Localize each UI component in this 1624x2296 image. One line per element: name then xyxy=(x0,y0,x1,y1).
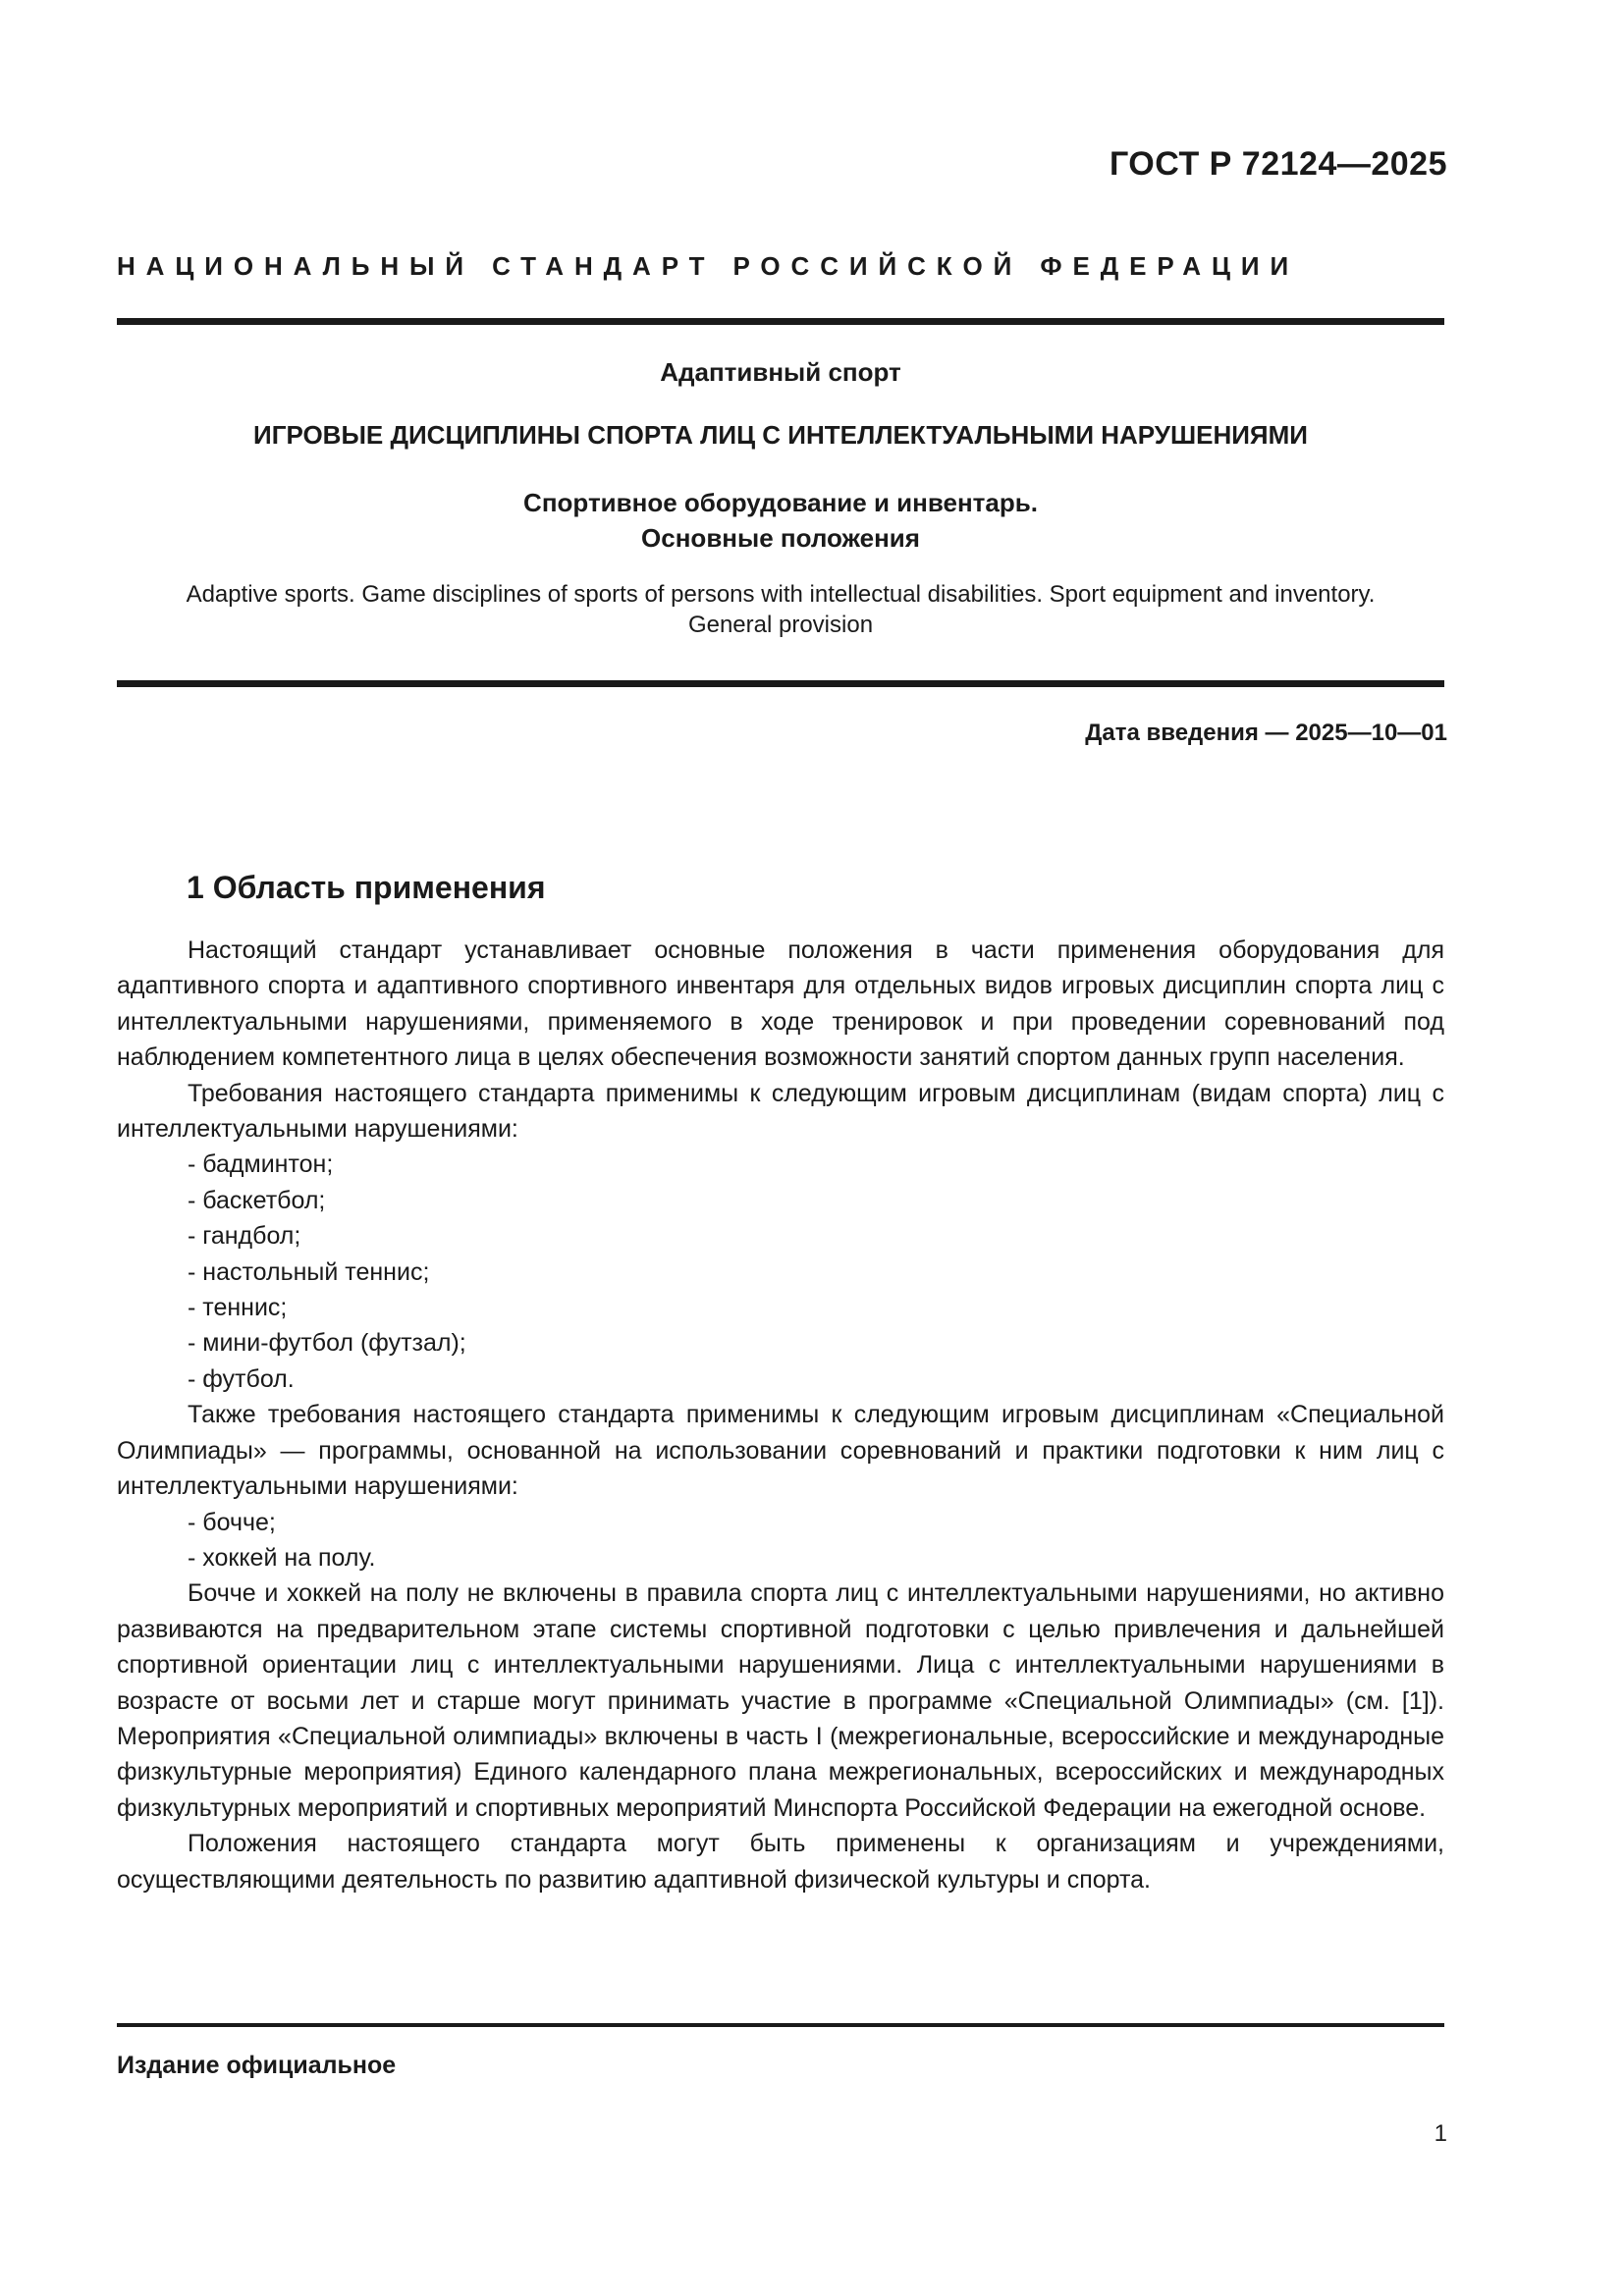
english-title-line-2: General provision xyxy=(687,612,874,638)
subtitle2-line-1: Спортивное оборудование и инвентарь. xyxy=(523,488,1038,517)
official-edition-label: Издание официальное xyxy=(117,2052,397,2079)
subtitle2-line-2: Основные положения xyxy=(641,523,920,553)
document-subtitle-secondary xyxy=(117,485,1444,556)
english-title-line-1: Adaptive sports. Game disciplines of sports of persons with intellectual disabilities. Sport equipment and inventory. xyxy=(186,581,1376,608)
paragraph: Бочче и хоккей на полу не включены в правила спорта лиц с интеллектуальными нарушениями, но активно развиваются на предварительном этапе системы спортивной подготовки с целью привлечения и дальнейшей спортивной ориентации лиц с интеллектуальными нарушениями. Лица с интеллектуальными нарушениями в возрасте от восьми лет и старше могут принимать участие в программе «Специальной Олимпиады» (см. [1]). Мероприятия «Специальной олимпиады» включены в часть I (межрегиональные, всероссийские и международные физкультурные мероприятия) Единого календарного плана межрегиональных, всероссийских и международных физкультурных мероприятий и спортивных мероприятий Минспорта Российской Федерации на ежегодной основе. xyxy=(117,1579,1444,1822)
paragraph: Также требования настоящего стандарта применимы к следующим игровым дисциплинам «Специальной Олимпиады» — программы, основанной на использовании соревнований и практики подготовки к ним лиц с интеллектуальными нарушениями: xyxy=(117,1401,1444,1501)
list-item: - бадминтон; xyxy=(188,1150,334,1179)
introduction-date: Дата введения — 2025—10—01 xyxy=(1085,720,1447,746)
section-heading: 1 Область применения xyxy=(187,870,546,905)
special-olympics-list xyxy=(117,1505,1444,1576)
paragraph: Требования настоящего стандарта применимы к следующим игровым дисциплинам (видам спорта) лиц с интеллектуальными нарушениями: xyxy=(117,1079,1444,1144)
list-item: - настольный теннис; xyxy=(188,1257,430,1286)
list-item: - футбол. xyxy=(188,1364,295,1393)
english-title xyxy=(117,579,1444,640)
standard-number: ГОСТ Р 72124—2025 xyxy=(1109,145,1447,183)
middle-divider xyxy=(117,680,1444,687)
document-title: ИГРОВЫЕ ДИСЦИПЛИНЫ СПОРТА ЛИЦ С ИНТЕЛЛЕКТУАЛЬНЫМИ НАРУШЕНИЯМИ xyxy=(253,420,1308,450)
paragraph: Настоящий стандарт устанавливает основные положения в части применения оборудования для адаптивного спорта и адаптивного спортивного инвентаря для отдельных видов игровых дисциплин спорта лиц с интеллектуальными нарушениями, применяемого в ходе тренировок и при проведении соревнований под наблюдением компетентного лица в целях обеспечения возможности занятий спортом данных групп населения. xyxy=(117,936,1444,1072)
list-item: - теннис; xyxy=(188,1294,288,1322)
disciplines-list xyxy=(117,1147,1444,1397)
list-item: - баскетбол; xyxy=(188,1186,326,1214)
top-divider xyxy=(117,318,1444,325)
document-subtitle: Адаптивный спорт xyxy=(660,357,901,387)
bottom-divider xyxy=(117,2023,1444,2027)
list-item: - гандбол; xyxy=(188,1222,301,1251)
page-number: 1 xyxy=(1434,2120,1447,2147)
list-item: - мини-футбол (футзал); xyxy=(188,1329,466,1358)
list-item: - бочче; xyxy=(188,1508,276,1536)
national-standard-banner: НАЦИОНАЛЬНЫЙ СТАНДАРТ РОССИЙСКОЙ ФЕДЕРАЦИИ xyxy=(117,251,1300,281)
list-item: - хоккей на полу. xyxy=(188,1543,376,1572)
section-body xyxy=(117,933,1444,1897)
paragraph: Положения настоящего стандарта могут быть применены к организациям и учреждениями, осуществляющими деятельность по развитию адаптивной физической культуры и спорта. xyxy=(117,1830,1444,1894)
